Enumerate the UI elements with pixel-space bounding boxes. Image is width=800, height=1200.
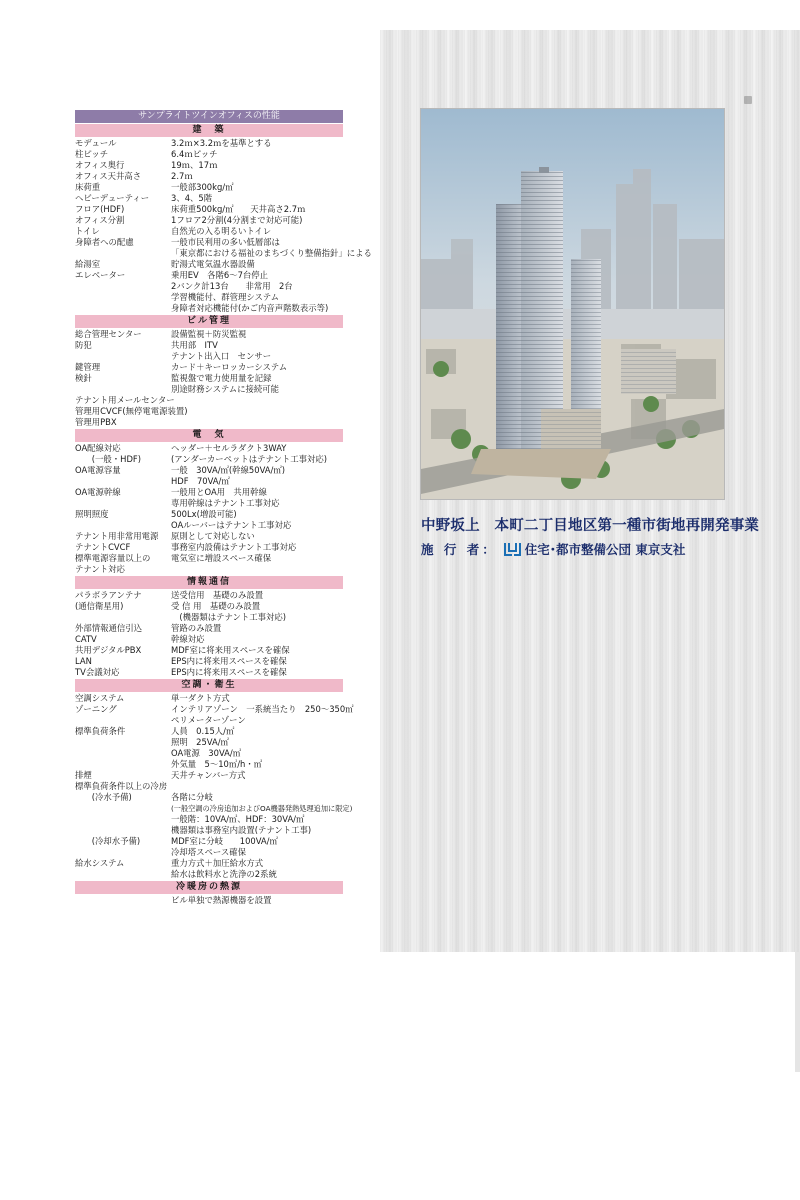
spec-label: [75, 803, 171, 814]
spec-value: [265, 406, 343, 417]
spec-label: [75, 847, 171, 858]
spec-value: 3.2ｍ×3.2ｍを基準とする: [171, 138, 272, 148]
spec-value: 単一ダクト方式: [171, 693, 230, 703]
spec-value: 送受信用 基礎のみ設置: [171, 590, 264, 600]
spec-value: 受 信 用 基礎のみ設置: [171, 601, 261, 611]
spec-value: インテリアゾーン 一系統当たり 250〜350㎡: [171, 704, 354, 714]
spec-row: [75, 847, 343, 858]
spec-row: [75, 248, 372, 259]
spec-row: [75, 612, 343, 623]
spec-label: [75, 351, 171, 362]
spec-label: 床荷重: [75, 182, 101, 192]
spec-value: 原則として対応しない: [171, 531, 255, 541]
spec-label: 給湯室: [75, 259, 101, 269]
spec-value: [259, 395, 343, 406]
spec-row: [75, 215, 343, 226]
spec-row: [75, 667, 343, 678]
spec-row: [75, 531, 343, 542]
spec-label: 管理用PBX: [75, 417, 117, 427]
spec-row: [75, 564, 343, 575]
spec-row: [75, 406, 343, 417]
spec-label: [75, 476, 171, 487]
spec-value: 自然光の入る明るいトイレ: [171, 226, 272, 236]
spec-row: [75, 693, 343, 704]
spec-value: 機器類は事務室内設置(テナント工事): [171, 825, 312, 835]
spec-value: 1フロア2分割(4分割まで対応可能): [171, 215, 303, 225]
spec-row: [75, 259, 343, 270]
spec-label: TV会議対応: [75, 667, 120, 677]
spec-row: [75, 858, 343, 869]
spec-value: 冷却塔スペース確保: [171, 847, 246, 857]
spec-value: 照明 25VA/㎡: [171, 737, 229, 747]
spec-value: 天井チャンバー方式: [171, 770, 246, 780]
spec-value: 一般市民利用の多い低層部は: [171, 237, 280, 247]
spec-label: 標準電源容量以上の: [75, 553, 151, 563]
spec-row: [75, 509, 343, 520]
spec-value: 19ｍ、17ｍ: [171, 160, 218, 170]
spec-row: [75, 417, 343, 428]
spec-row: [75, 454, 343, 465]
spec-value: EPS内に将来用スペースを確保: [171, 656, 287, 666]
spec-value: 一般階：10VA/㎡、HDF：30VA/㎡: [171, 814, 305, 824]
spec-label: フロア(HDF): [75, 204, 125, 214]
spec-label: 外部情報通信引込: [75, 623, 142, 633]
spec-value: HDF 70VA/㎡: [171, 476, 230, 486]
section-heading: ビル管理: [75, 315, 343, 328]
spec-label: 標準負荷条件以上の冷房: [75, 781, 168, 791]
spec-value: 2.7ｍ: [171, 171, 193, 181]
spec-row: [75, 836, 343, 847]
spec-label: テナント対応: [75, 564, 125, 574]
spec-label: 鍵管理: [75, 362, 101, 372]
spec-value: 3、4、5階: [171, 193, 213, 203]
spec-row: [75, 704, 354, 715]
spec-label: [75, 748, 171, 759]
spec-row: [75, 656, 343, 667]
spec-label: [75, 520, 171, 531]
spec-label: モデュール: [75, 138, 117, 148]
spec-row: [75, 869, 343, 880]
spec-label: テナント用非常用電源: [75, 531, 159, 541]
spec-panel: [75, 110, 372, 906]
spec-label: (一般・HDF): [75, 454, 141, 464]
spec-label: テナントCVCF: [75, 542, 131, 552]
spec-value: [171, 564, 343, 575]
section-heading: 建 築: [75, 124, 343, 137]
spec-label: 共用デジタルPBX: [75, 645, 142, 655]
spec-value: [171, 781, 343, 792]
spec-label: OA配線対応: [75, 443, 121, 453]
spec-value: 別途財務システムに接続可能: [171, 384, 280, 394]
spec-value: 6.4ｍピッチ: [171, 149, 218, 159]
spec-label: [75, 292, 171, 303]
spec-row: [75, 465, 343, 476]
spec-value: 事務室内設備はテナント工事対応: [171, 542, 297, 552]
spec-value: 500Lx(増設可能): [171, 509, 237, 519]
spec-row: [75, 715, 343, 726]
spec-label: エレベーター: [75, 270, 126, 280]
spec-value: 一般用とOA用 共用幹線: [171, 487, 267, 497]
spec-label: [75, 825, 171, 836]
spec-value: ビル単独で熱源機器を設置: [171, 895, 272, 905]
spec-row: [75, 634, 343, 645]
spec-value: 貯湯式電気温水器設備: [171, 259, 255, 269]
project-title: 中野坂上 本町二丁目地区第一種市街地再開発事業: [421, 518, 760, 534]
building-rendering: [420, 108, 725, 500]
spec-row: [75, 645, 343, 656]
spec-sections: [75, 124, 372, 906]
spec-row: [75, 270, 343, 281]
spec-label: 照明照度: [75, 509, 109, 519]
spec-value: (機器類はテナント工事対応): [171, 612, 286, 622]
spec-row: [75, 362, 343, 373]
spec-label: オフィス天井高さ: [75, 171, 142, 181]
spec-row: [75, 542, 343, 553]
spec-row: [75, 759, 343, 770]
section-heading: 電 気: [75, 429, 343, 442]
spec-row: [75, 737, 343, 748]
spec-value: 人員 0.15人/㎡: [171, 726, 235, 736]
spec-row: [75, 770, 343, 781]
spec-row: [75, 204, 343, 215]
spec-row: [75, 329, 343, 340]
spec-label: 空調システム: [75, 693, 125, 703]
spec-value: OA電源 30VA/㎡: [171, 748, 242, 758]
spec-value: カード＋キーロッカーシステム: [171, 362, 288, 372]
spec-value: 幹線対応: [171, 634, 205, 644]
developer-label: 施 行 者：: [421, 542, 498, 557]
spec-row: [75, 601, 343, 612]
spec-label: OA電源容量: [75, 465, 121, 475]
spec-row: [75, 814, 343, 825]
spec-row: [75, 781, 343, 792]
spec-label: [75, 384, 171, 395]
spec-row: [75, 895, 343, 906]
spec-label: ゾーニング: [75, 704, 117, 714]
spec-label: [75, 895, 171, 906]
spec-row: [75, 182, 343, 193]
spec-label: [75, 814, 171, 825]
spec-row: [75, 443, 343, 454]
spec-value: 専用幹線はテナント工事対応: [171, 498, 280, 508]
spec-label: ヘビーデューティー: [75, 193, 150, 203]
spec-value: 給水は飲料水と洗浄の2系統: [171, 869, 277, 879]
right-page-edge: [795, 952, 800, 1072]
spec-label: 排煙: [75, 770, 92, 780]
spec-label: OA電源幹線: [75, 487, 121, 497]
spec-value: (一般空調の冷房追加およびOA機器発熱処理追加に限定): [171, 804, 353, 813]
spec-label: パラボラアンテナ: [75, 590, 142, 600]
spec-label: テナント用メールセンター: [75, 395, 175, 405]
udc-logo-icon: [504, 541, 522, 557]
spec-label: 防犯: [75, 340, 92, 350]
spec-row: [75, 160, 343, 171]
spec-row: [75, 792, 343, 803]
spec-label: トイレ: [75, 226, 100, 236]
spec-value: MDF室に将来用スペースを確保: [171, 645, 290, 655]
spec-value: ヘッダー＋セルラダクト3WAY: [171, 443, 287, 453]
spec-value: EPS内に将来用スペースを確保: [171, 667, 287, 677]
spec-label: (冷却水予備): [75, 836, 141, 846]
spec-label: [75, 281, 171, 292]
spec-value: 外気量 5〜10㎥/h・㎡: [171, 759, 263, 769]
spec-value: 電気室に増設スペース確保: [171, 553, 272, 563]
spec-label: (通信衛星用): [75, 601, 124, 611]
spec-row: [75, 171, 343, 182]
spec-row: [75, 340, 343, 351]
spec-value: 一般 30VA/㎡(幹線50VA/㎡): [171, 465, 285, 475]
spec-label: 管理用CVCF(無停電電源装置): [75, 406, 188, 416]
spec-label: (冷水予備): [75, 792, 132, 802]
corner-mark: [744, 96, 752, 104]
spec-row: [75, 193, 343, 204]
spec-row: [75, 149, 343, 160]
spec-label: [75, 737, 171, 748]
spec-row: [75, 825, 343, 836]
spec-value: 各階に分岐: [171, 792, 213, 802]
spec-row: [75, 520, 343, 531]
spec-row: [75, 384, 343, 395]
spec-value: 重力方式＋加圧給水方式: [171, 858, 264, 868]
spec-value: 2バンク計13台 非常用 2台: [171, 281, 293, 291]
spec-row: [75, 590, 343, 601]
spec-label: [75, 715, 171, 726]
spec-label: 柱ピッチ: [75, 149, 109, 159]
spec-row: [75, 395, 343, 406]
left-page: [0, 0, 380, 958]
spec-value: OAルーバーはテナント工事対応: [171, 520, 292, 530]
spec-label: 標準負荷条件: [75, 726, 126, 736]
spec-value: 身障者対応機能付(かご内音声階数表示等): [171, 303, 329, 313]
spec-row: [75, 476, 343, 487]
spec-value: ペリメーターゾーン: [171, 715, 246, 725]
spec-label: 検針: [75, 373, 92, 383]
section-heading: 空調・衛生: [75, 679, 343, 692]
spec-row: [75, 138, 343, 149]
spec-row: [75, 226, 343, 237]
spec-row: [75, 726, 343, 737]
spec-value: [171, 417, 343, 428]
spec-label: 身障者への配慮: [75, 237, 134, 247]
spec-row: [75, 292, 343, 303]
spec-value: 監視盤で電力使用量を記録: [171, 373, 272, 383]
spec-label: 総合管理センター: [75, 329, 142, 339]
spec-value: 乗用EV 各階6〜7台停止: [171, 270, 269, 280]
spec-value: 「東京都における福祉のまちづくり整備指針」による: [171, 248, 372, 258]
section-heading: 情報通信: [75, 576, 343, 589]
spec-label: [75, 869, 171, 880]
spec-label: [75, 303, 171, 314]
spec-value: 学習機能付、群管理システム: [171, 292, 280, 302]
spec-row: [75, 281, 343, 292]
spec-label: [75, 759, 171, 770]
spec-row: [75, 623, 343, 634]
spec-value: 一般部300kg/㎡: [171, 182, 234, 192]
spec-row: [75, 553, 343, 564]
spec-label: オフィス分割: [75, 215, 125, 225]
section-heading: 冷暖房の熱源: [75, 881, 343, 894]
spec-label: CATV: [75, 634, 97, 644]
spec-label: [75, 248, 171, 259]
spec-label: 給水システム: [75, 858, 125, 868]
panel-title: サンプライトツインオフィスの性能: [75, 110, 343, 123]
developer-line: [421, 540, 791, 558]
spec-value: 共用部 ITV: [171, 340, 218, 350]
spec-row: [75, 237, 343, 248]
spec-value: 設備監視＋防災監視: [171, 329, 247, 339]
spec-value: MDF室に分岐 100VA/㎡: [171, 836, 278, 846]
spec-row: [75, 498, 343, 509]
spec-row: [75, 303, 343, 314]
spec-row: [75, 373, 343, 384]
spec-value: 床荷重500kg/㎡ 天井高さ2.7ｍ: [171, 204, 306, 214]
spec-row: [75, 351, 343, 362]
spec-value: テナント出入口 センサー: [171, 351, 272, 361]
spec-label: [75, 498, 171, 509]
spec-label: [75, 612, 171, 623]
spec-value: (アンダーカーペットはテナント工事対応): [171, 454, 328, 464]
spec-label: オフィス奥行: [75, 160, 125, 170]
developer-name: 住宅･都市整備公団 東京支社: [524, 542, 686, 557]
spec-label: LAN: [75, 656, 92, 666]
spec-row: [75, 803, 353, 814]
spec-row: [75, 748, 343, 759]
spec-row: [75, 487, 343, 498]
spec-value: 管路のみ設置: [171, 623, 222, 633]
